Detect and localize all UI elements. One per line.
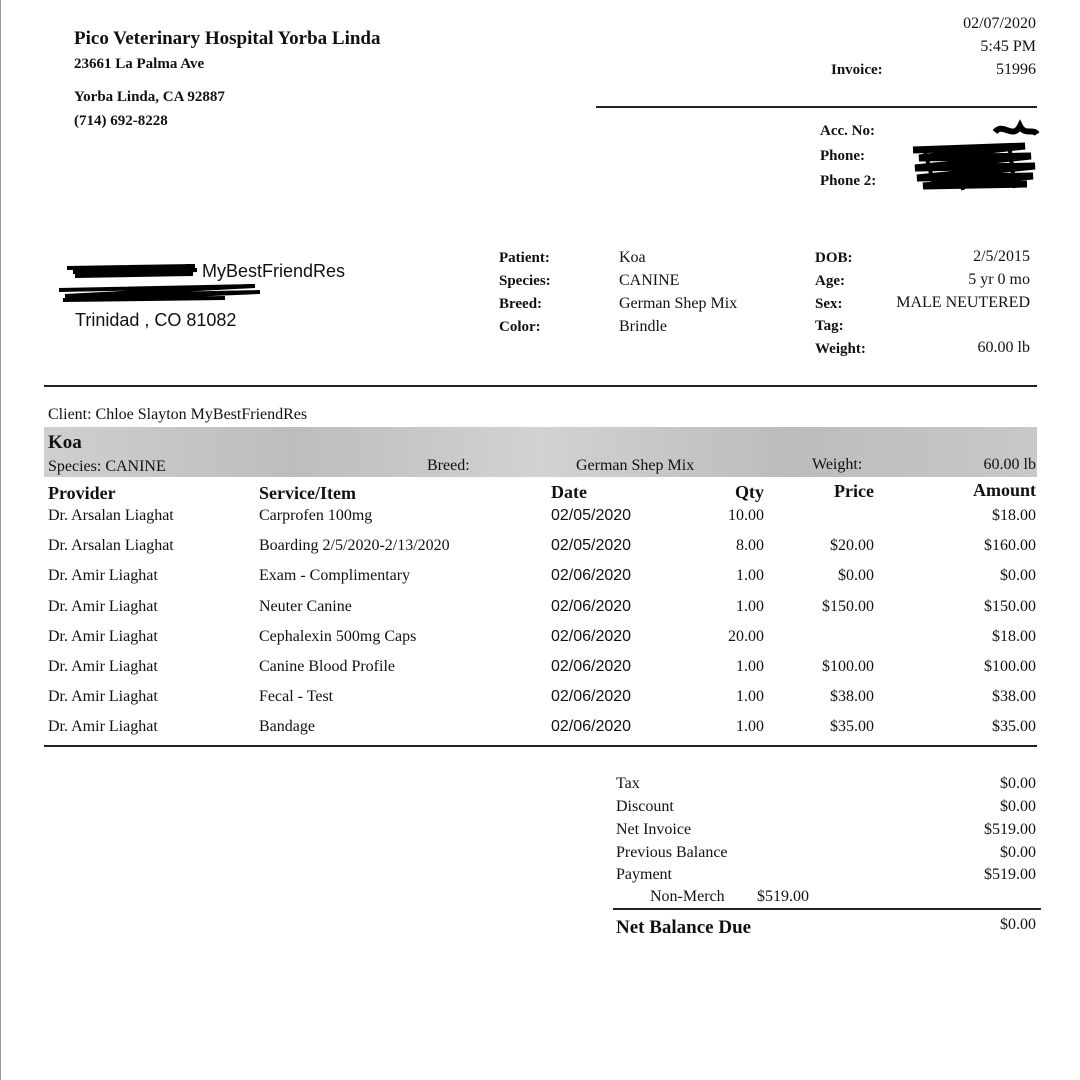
phone-label: Phone: [820, 148, 865, 164]
net-balance-value: $0.00 [1000, 916, 1036, 933]
date-cell: 02/06/2020 [551, 718, 632, 736]
header-qty: Qty [735, 482, 764, 502]
client-line: Client: Chloe Slayton MyBestFriendRes [48, 406, 308, 423]
payment-value: $519.00 [984, 866, 1036, 883]
amount-cell: $18.00 [992, 507, 1036, 524]
hospital-name: Pico Veterinary Hospital Yorba Linda [74, 28, 381, 49]
table-divider [44, 745, 1037, 747]
client-city-line: Trinidad , CO 81082 [75, 310, 237, 330]
band-species: Species: CANINE [48, 458, 166, 475]
date-cell: 02/06/2020 [551, 567, 632, 585]
date-cell: 02/06/2020 [551, 658, 632, 675]
amount-cell: $150.00 [984, 597, 1036, 615]
nonmerch-value: $519.00 [757, 888, 809, 905]
discount-value: $0.00 [1000, 798, 1036, 815]
payment-label: Payment [616, 866, 672, 883]
date-cell: 02/05/2020 [551, 537, 632, 555]
amount-cell: $100.00 [984, 658, 1036, 675]
provider-cell: Dr. Amir Liaghat [48, 688, 158, 706]
table-row [0, 658, 1080, 688]
price-cell: $150.00 [822, 597, 874, 615]
hospital-address-line2: Yorba Linda, CA 92887 [74, 89, 225, 105]
provider-cell: Dr. Amir Liaghat [48, 718, 158, 736]
date-cell: 02/05/2020 [551, 507, 632, 524]
invoice-label: Invoice: [831, 62, 883, 78]
breed-label: Breed: [499, 296, 543, 312]
amount-cell: $18.00 [992, 627, 1036, 645]
summary-payment-row [616, 866, 1036, 889]
service-cell: Canine Blood Profile [259, 658, 395, 675]
header-service: Service/Item [259, 483, 356, 503]
header-provider: Provider [48, 483, 116, 503]
summary-discount-row [616, 798, 1036, 821]
provider-cell: Dr. Amir Liaghat [48, 658, 158, 675]
provider-cell: Dr. Arsalan Liaghat [48, 537, 174, 555]
redaction-scribble-account [905, 118, 1045, 198]
band-weight-value: 60.00 lb [983, 456, 1036, 473]
invoice-date: 02/07/2020 [963, 15, 1036, 32]
table-row [0, 628, 1080, 658]
breed-value: German Shep Mix [619, 295, 738, 312]
header-divider [596, 106, 1037, 108]
net-invoice-label: Net Invoice [616, 821, 692, 838]
service-cell: Neuter Canine [259, 597, 352, 615]
band-breed-value: German Shep Mix [576, 457, 695, 474]
patient-divider [44, 385, 1037, 387]
band-pet-name: Koa [48, 432, 82, 453]
service-cell: Boarding 2/5/2020-2/13/2020 [259, 537, 450, 555]
table-row [0, 537, 1080, 567]
summary-net-invoice-row [616, 821, 1036, 844]
dob-label: DOB: [815, 250, 853, 266]
price-cell: $20.00 [830, 537, 874, 555]
table-row [0, 507, 1080, 537]
weight-label: Weight: [815, 341, 866, 357]
header-amount: Amount [972, 480, 1036, 500]
patient-value: Koa [619, 249, 646, 266]
date-cell: 02/06/2020 [551, 597, 632, 615]
provider-cell: Dr. Amir Liaghat [48, 567, 158, 585]
band-weight-label: Weight: [812, 456, 863, 473]
color-value: Brindle [619, 318, 667, 335]
amount-cell: $160.00 [984, 537, 1036, 555]
date-cell: 02/06/2020 [551, 688, 632, 706]
qty-cell: 1.00 [736, 718, 764, 736]
service-cell: Exam - Complimentary [259, 567, 411, 585]
qty-cell: 1.00 [736, 688, 764, 706]
qty-cell: 20.00 [728, 627, 764, 645]
amount-cell: $38.00 [992, 688, 1036, 706]
phone2-label: Phone 2: [820, 173, 877, 189]
previous-balance-label: Previous Balance [616, 844, 728, 861]
tag-label: Tag: [815, 318, 844, 334]
sex-label: Sex: [815, 296, 843, 312]
price-cell: $38.00 [830, 688, 874, 706]
net-balance-label: Net Balance Due [616, 917, 752, 938]
color-label: Color: [499, 319, 541, 335]
species-value: CANINE [619, 272, 680, 289]
weight-value: 60.00 lb [977, 339, 1030, 356]
price-cell: $35.00 [830, 718, 874, 736]
net-invoice-value: $519.00 [984, 821, 1036, 838]
nonmerch-label: Non-Merch [650, 888, 725, 905]
age-value: 5 yr 0 mo [968, 271, 1030, 288]
service-cell: Fecal - Test [259, 688, 334, 706]
header-price: Price [834, 481, 874, 501]
age-label: Age: [815, 273, 845, 289]
species-label: Species: [499, 273, 551, 289]
discount-label: Discount [616, 798, 674, 815]
patient-label: Patient: [499, 250, 550, 266]
patient-summary-band [44, 427, 1037, 477]
summary-divider [613, 908, 1041, 910]
invoice-number: 51996 [996, 61, 1036, 78]
provider-cell: Dr. Amir Liaghat [48, 627, 158, 645]
previous-balance-value: $0.00 [1000, 844, 1036, 861]
account-number-label: Acc. No: [820, 123, 875, 139]
provider-cell: Dr. Amir Liaghat [48, 597, 158, 615]
provider-cell: Dr. Arsalan Liaghat [48, 507, 174, 524]
qty-cell: 10.00 [728, 507, 764, 524]
amount-cell: $0.00 [1000, 567, 1036, 585]
hospital-address-line1: 23661 La Palma Ave [74, 56, 205, 72]
amount-cell: $35.00 [992, 718, 1036, 736]
service-cell: Cephalexin 500mg Caps [259, 627, 417, 645]
service-cell: Carprofen 100mg [259, 507, 373, 524]
table-row [0, 567, 1080, 597]
summary-tax-row [616, 775, 1036, 798]
qty-cell: 1.00 [736, 567, 764, 585]
hospital-phone: (714) 692-8228 [74, 113, 168, 129]
service-cell: Bandage [259, 718, 315, 736]
table-row [0, 688, 1080, 718]
date-cell: 02/06/2020 [551, 627, 632, 645]
summary-previous-balance-row [616, 844, 1036, 867]
qty-cell: 1.00 [736, 597, 764, 615]
price-cell: $100.00 [822, 658, 874, 675]
page-edge [0, 0, 1, 1080]
qty-cell: 8.00 [736, 537, 764, 555]
client-address-line1: MyBestFriendRes [202, 261, 346, 281]
price-cell: $0.00 [838, 567, 874, 585]
band-breed-label: Breed: [427, 457, 470, 474]
tax-value: $0.00 [1000, 775, 1036, 792]
tax-label: Tax [616, 775, 640, 792]
table-row [0, 598, 1080, 628]
invoice-time: 5:45 PM [980, 38, 1036, 55]
dob-value: 2/5/2015 [973, 248, 1030, 265]
qty-cell: 1.00 [736, 658, 764, 675]
header-date: Date [551, 482, 587, 502]
table-row [0, 718, 1080, 748]
sex-value: MALE NEUTERED [896, 294, 1030, 311]
